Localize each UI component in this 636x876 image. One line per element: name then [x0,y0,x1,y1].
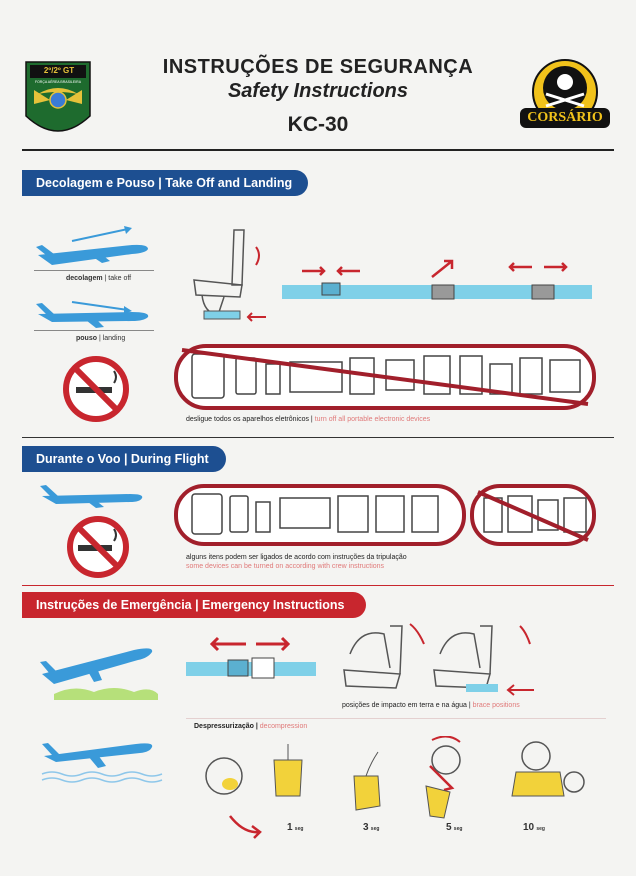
decompression-title: Despressurização | decompression [194,723,308,730]
section-emergency-label: Instruções de Emergência | Emergency Instructions [22,592,366,618]
seat-upright-illustration [184,225,274,330]
step-10-unit: seg [536,826,545,832]
devices-forbidden-panel [468,482,598,553]
devices-allowed-caption-en [186,563,384,570]
devices-off-pt: desligue todos os aparelhos eletrônicos [186,416,309,423]
plane-takeoff-icon [32,225,152,275]
title-pt: INSTRUÇÕES DE SEGURANÇA [162,56,474,78]
header-divider [22,149,614,151]
landing-caption-en: landing [102,335,126,342]
devices-off-en: turn off all portable electronic devices [314,416,431,423]
section-takeoff-label: Decolagem e Pouso | Take Off and Landing [22,170,308,196]
brace-caption-pt: posições de impacto em terra e na água [342,702,467,709]
divider-3 [186,718,606,719]
no-smoking-icon [62,355,130,428]
brace-caption-en: brace positions [472,702,520,709]
plane-emergency-landing-icon [34,636,164,705]
plane-water-landing-icon [36,722,166,791]
divider-2 [22,585,614,586]
plane-cruise-icon [36,476,146,515]
badge-left-sub: FORÇA AÉREA BRASILEIRA [34,80,82,84]
landing-caption: pouso | landing [76,335,126,342]
decompression-en: decompression [259,723,308,730]
corsario-badge-right [516,58,614,134]
takeoff-caption: decolagem | take off [66,275,132,282]
divider-1 [22,437,614,438]
line-landing [34,330,154,331]
no-smoking-icon-2 [66,515,130,584]
devices-allowed-caption-pt: alguns itens podem ser ligados de acordo com instruções da tripulação [186,554,407,561]
step-3-unit: seg [370,826,380,832]
brace-position-illustration [330,614,540,709]
seatbelt-fasten-illustration [282,255,592,315]
devices-off-caption: desligue todos os aparelhos eletrônicos | turn off all portable electronic devices [186,416,431,423]
takeoff-caption-pt: decolagem [66,275,103,282]
takeoff-caption-en: take off [108,275,132,282]
devices-off-panel [172,342,598,417]
badge-left-code: 2º/2º GT [43,66,75,75]
step-5 [446,822,462,833]
line-takeoff [34,270,154,271]
oxygen-mask-sequence [190,736,610,851]
devices-allowed-en: some devices can be turned on according with crew instructions [186,563,385,570]
step-5-number: 5 [446,822,452,833]
step-3-number: 3 [363,822,369,833]
step-10 [523,822,545,833]
step-1 [287,822,303,833]
step-3 [363,822,379,833]
seatbelt-release-illustration [186,626,316,695]
brace-caption: posições de impacto em terra e na água | brace positions [342,702,520,709]
step-1-unit: seg [294,826,304,832]
aircraft-model: KC-30 [287,113,349,136]
step-1-number: 1 [287,822,293,833]
section-flight-label: Durante o Voo | During Flight [22,446,226,472]
devices-allowed-panel [172,482,468,553]
landing-caption-pt: pouso [76,335,97,342]
step-5-unit: seg [453,826,463,832]
step-10-number: 10 [523,822,535,833]
title-en: Safety Instructions [227,80,409,102]
plane-landing-icon [32,290,152,335]
decompression-pt: Despressurização [194,723,254,730]
badge-right-name: CORSÁRIO [527,110,603,125]
